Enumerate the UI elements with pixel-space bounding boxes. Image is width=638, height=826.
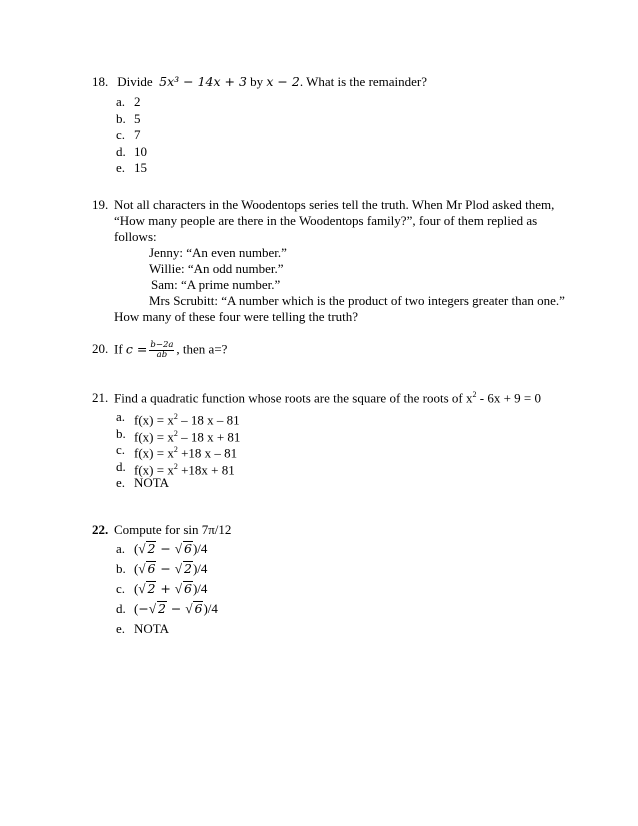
options-list (92, 409, 588, 492)
option-text: )/4 (192, 581, 208, 596)
question-20 (92, 341, 588, 360)
option-letter: c. (116, 581, 126, 596)
question-text: If (114, 341, 123, 357)
operator: − (166, 601, 186, 616)
option-text: +18x + 81 (177, 462, 235, 478)
option-text: – 18 x + 81 (177, 429, 241, 445)
option-a: a. (√ 2 − √ 6)/4 (116, 541, 208, 556)
exponent: 2 (173, 445, 178, 455)
question-21 (92, 387, 588, 492)
option-letter: a. (116, 409, 126, 425)
question-text: Compute for sin 7π/12 (114, 522, 232, 537)
question-19-line-2: “How many people are there in the Woodentops family?”, four of them replied as (114, 213, 538, 228)
quote-jenny: Jenny: “An even number.” (149, 245, 287, 260)
question-text: by (250, 74, 264, 89)
option-e (92, 160, 588, 177)
equation-lhs: c = (125, 341, 148, 357)
question-19-line-1 (92, 197, 588, 213)
option-text: 10 (134, 143, 147, 159)
question-number: 21. (92, 390, 109, 406)
option-letter: c. (116, 127, 126, 142)
dividend-expression: 5x³ − 14x + 3 (159, 74, 247, 89)
option-e (92, 475, 588, 492)
options-list (92, 94, 588, 177)
operator: − (156, 561, 175, 576)
radicand: 6 (184, 581, 192, 596)
radicand: 6 (194, 601, 203, 616)
exponent: 2 (472, 390, 477, 399)
exponent: 2 (173, 412, 178, 422)
quote-willie: Willie: “An odd number.” (149, 261, 284, 276)
radicand: 2 (184, 561, 192, 576)
option-letter: e. (116, 475, 126, 491)
option-letter: a. (116, 541, 126, 556)
question-text: , then a=? (176, 341, 228, 357)
option-letter: b. (116, 110, 126, 126)
question-text: . What is the remainder? (299, 74, 428, 89)
question-21-stem (92, 387, 588, 406)
option-a (92, 409, 588, 426)
fraction-denominator: ab (156, 350, 168, 360)
option-text: )/4 (192, 541, 208, 556)
radicand: 2 (157, 601, 166, 616)
option-b: b. (√ 6 − √ 2)/4 (116, 561, 208, 576)
operator: − (156, 541, 175, 556)
question-19-line-3: follows: (114, 229, 157, 244)
exponent: 2 (173, 428, 178, 438)
question-number: 20. (92, 341, 109, 357)
option-text: f(x) = x (134, 445, 174, 461)
option-text: 2 (134, 94, 141, 109)
quote-mrs-scrubitt: Mrs Scrubitt: “A number which is the product of two integers greater than one.” (149, 293, 565, 308)
exponent: 2 (173, 461, 178, 471)
option-text: +18 x – 81 (177, 445, 238, 461)
option-letter: e. (116, 160, 126, 175)
option-text: – 18 x – 81 (177, 412, 240, 428)
option-b (92, 426, 588, 443)
options-list (92, 541, 588, 638)
option-text: NOTA (134, 475, 170, 491)
option-text: f(x) = x (134, 462, 174, 478)
divisor-expression: x − 2 (266, 74, 300, 89)
question-22 (92, 522, 588, 638)
radicand: 2 (147, 581, 156, 596)
question-18-stem (92, 74, 588, 90)
question-22-stem (92, 522, 588, 538)
question-text: Divide (117, 74, 153, 89)
option-letter: d. (116, 458, 126, 474)
option-letter: b. (116, 425, 126, 441)
option-a (92, 94, 588, 111)
question-text: - 6x + 9 = 0 (476, 390, 541, 406)
question-number: 19. (92, 197, 109, 212)
option-text: )/4 (203, 601, 218, 616)
radicand: 2 (147, 541, 156, 556)
option-text: )/4 (192, 561, 208, 576)
question-text: Not all characters in the Woodentops series tell the truth. When Mr Plod asked them, (114, 197, 555, 212)
option-letter: c. (116, 442, 126, 458)
option-b (92, 111, 588, 128)
question-19 (92, 197, 588, 325)
option-text: f(x) = x (134, 429, 174, 445)
option-d (92, 144, 588, 161)
question-number: 18. (92, 74, 109, 89)
option-d (92, 459, 588, 476)
option-c: c. (√ 2 + √ 6)/4 (116, 581, 208, 596)
sign: − (138, 601, 149, 616)
option-letter: e. (116, 621, 126, 636)
option-c (92, 127, 588, 144)
quote-sam: Sam: “A prime number.” (151, 277, 281, 292)
option-d: d. (−√ 2 − √ 6)/4 (116, 601, 218, 616)
option-c (92, 442, 588, 459)
option-letter: d. (116, 601, 126, 616)
question-number: 22. (92, 522, 109, 537)
option-text: 7 (134, 127, 141, 142)
question-19-question: How many of these four were telling the truth? (114, 309, 359, 324)
option-letter: a. (116, 94, 126, 109)
option-text: f(x) = x (134, 412, 174, 428)
question-text: Find a quadratic function whose roots are the square of the roots of x (114, 390, 473, 406)
option-text: 15 (134, 160, 147, 175)
option-text: 5 (134, 110, 141, 126)
option-e (92, 621, 588, 638)
fraction (149, 341, 174, 360)
option-letter: d. (116, 143, 126, 159)
option-letter: b. (116, 561, 126, 576)
radicand: 6 (147, 561, 156, 576)
operator: + (156, 581, 175, 596)
fraction-numerator: b−2a (150, 340, 174, 350)
radicand: 6 (184, 541, 192, 556)
option-text: NOTA (134, 621, 170, 636)
question-18 (92, 74, 588, 177)
